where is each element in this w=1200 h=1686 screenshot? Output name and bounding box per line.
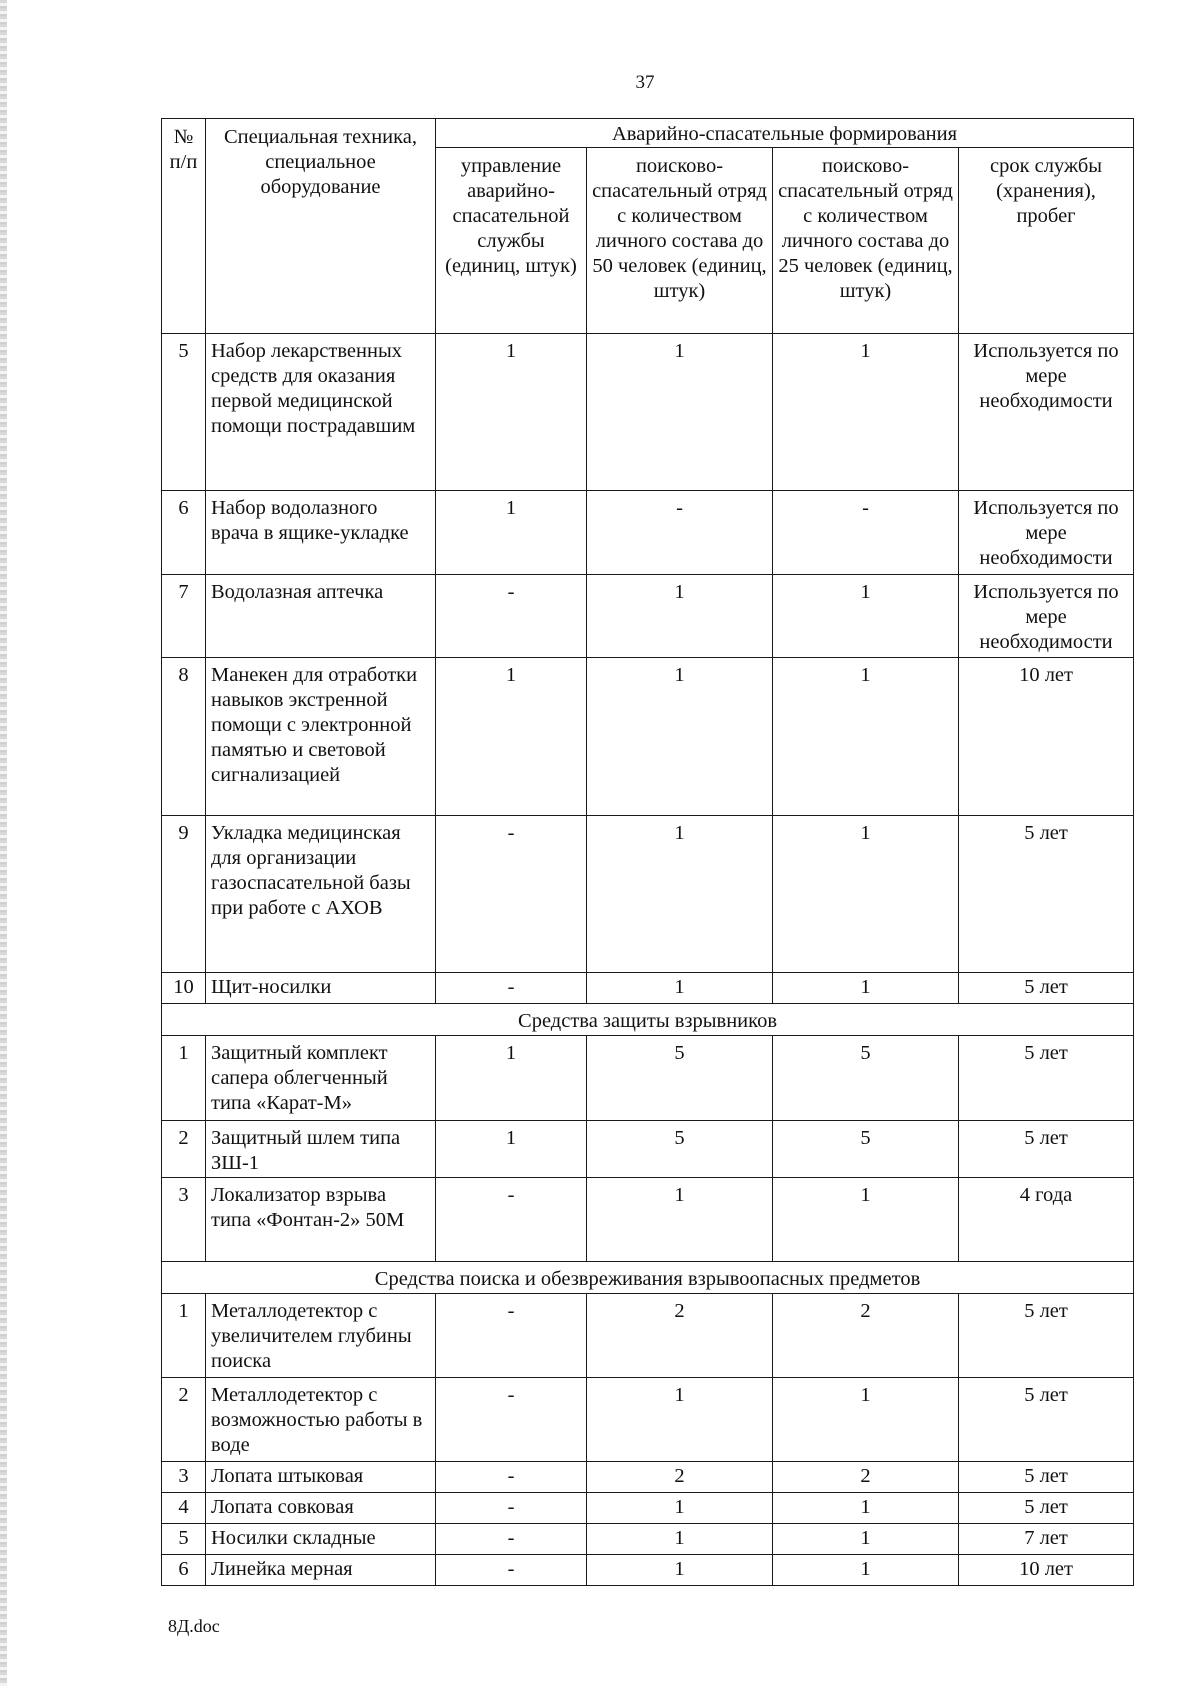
qty-squad-50: 1: [587, 1524, 773, 1555]
qty-squad-25: 1: [773, 334, 959, 491]
table-row: [162, 1378, 1134, 1462]
qty-squad-50: 1: [587, 1178, 773, 1262]
row-number: 6: [162, 1555, 206, 1586]
equipment-name: Металлодетектор с возможностью работы в воде: [206, 1378, 436, 1462]
service-term: 5 лет: [959, 1493, 1134, 1524]
qty-squad-50: 5: [587, 1121, 773, 1178]
section-b-body: [162, 1036, 1134, 1262]
qty-squad-25: 1: [773, 575, 959, 658]
qty-management: 1: [436, 658, 587, 816]
section-row-explosives-protection: [162, 1004, 1134, 1036]
equipment-name: Укладка медицинская для организации газоспасательной базы при работе с АХОВ: [206, 816, 436, 973]
table-row: [162, 1524, 1134, 1555]
table-row: [162, 334, 1134, 491]
service-term: 5 лет: [959, 1036, 1134, 1121]
service-term: 4 года: [959, 1178, 1134, 1262]
table-row: [162, 1462, 1134, 1493]
row-number: 2: [162, 1378, 206, 1462]
table-row: [162, 1493, 1134, 1524]
section-c-body: [162, 1294, 1134, 1586]
service-term: Используется по мере необходимости: [959, 575, 1134, 658]
qty-management: -: [436, 1493, 587, 1524]
row-number: 10: [162, 973, 206, 1004]
qty-management: 1: [436, 491, 587, 575]
qty-squad-25: 1: [773, 1178, 959, 1262]
service-term: 5 лет: [959, 1121, 1134, 1178]
row-number: 7: [162, 575, 206, 658]
table-row: [162, 491, 1134, 575]
equipment-name: Водолазная аптечка: [206, 575, 436, 658]
table-row: [162, 816, 1134, 973]
qty-management: 1: [436, 334, 587, 491]
equipment-name: Металлодетектор с увеличителем глубины поиска: [206, 1294, 436, 1378]
page-number: 37: [635, 72, 655, 93]
qty-squad-25: 2: [773, 1462, 959, 1493]
header-col-term: срок службы (хранения), пробег: [959, 148, 1134, 334]
qty-management: -: [436, 575, 587, 658]
section-row-explosive-search: [162, 1262, 1134, 1294]
qty-management: -: [436, 1524, 587, 1555]
service-term: 5 лет: [959, 1378, 1134, 1462]
section-a-body: [162, 334, 1134, 1004]
row-number: 8: [162, 658, 206, 816]
qty-squad-50: 1: [587, 334, 773, 491]
row-number: 4: [162, 1493, 206, 1524]
section-b: [162, 1004, 1134, 1036]
header-group: Аварийно-спасательные формирования: [436, 119, 1134, 148]
row-number: 5: [162, 1524, 206, 1555]
row-number: 2: [162, 1121, 206, 1178]
equipment-name: Набор водолазного врача в ящике-укладке: [206, 491, 436, 575]
equipment-name: Лопата совковая: [206, 1493, 436, 1524]
equipment-name: Защитный шлем типа ЗШ-1: [206, 1121, 436, 1178]
equipment-name: Локализатор взрыва типа «Фонтан-2» 50М: [206, 1178, 436, 1262]
qty-squad-25: 5: [773, 1036, 959, 1121]
qty-management: 1: [436, 1036, 587, 1121]
qty-management: -: [436, 1294, 587, 1378]
qty-squad-25: 1: [773, 973, 959, 1004]
table-row: [162, 1036, 1134, 1121]
table-row: [162, 575, 1134, 658]
file-name: 8Д.doc: [168, 1616, 220, 1636]
equipment-table: [161, 118, 1134, 1586]
qty-squad-25: 1: [773, 816, 959, 973]
qty-squad-25: 2: [773, 1294, 959, 1378]
service-term: 5 лет: [959, 1462, 1134, 1493]
table-row: [162, 1178, 1134, 1262]
qty-squad-50: 5: [587, 1036, 773, 1121]
qty-squad-50: -: [587, 491, 773, 575]
row-number: 3: [162, 1178, 206, 1262]
equipment-name: Щит-носилки: [206, 973, 436, 1004]
header-name: Специальная техника, специальное оборудование: [206, 119, 436, 334]
section-title: Средства защиты взрывников: [162, 1004, 1134, 1036]
qty-management: -: [436, 1178, 587, 1262]
equipment-name: Набор лекарственных средств для оказания первой медицинской помощи пострадавшим: [206, 334, 436, 491]
header-col-squad-25: поисково-спасательный отряд с количеством личного состава до 25 человек (единиц, штук): [773, 148, 959, 334]
qty-squad-50: 1: [587, 816, 773, 973]
row-number: 9: [162, 816, 206, 973]
qty-management: -: [436, 1378, 587, 1462]
qty-squad-50: 1: [587, 973, 773, 1004]
equipment-name: Манекен для отработки навыков экстренной помощи с электронной памятью и световой сигнализацией: [206, 658, 436, 816]
service-term: 7 лет: [959, 1524, 1134, 1555]
qty-management: 1: [436, 1121, 587, 1178]
header-col-squad-50: поисково-спасательный отряд с количеством личного состава до 50 человек (единиц, штук): [587, 148, 773, 334]
table-row: [162, 658, 1134, 816]
qty-squad-25: 5: [773, 1121, 959, 1178]
row-number: 5: [162, 334, 206, 491]
service-term: Используется по мере необходимости: [959, 491, 1134, 575]
service-term: 10 лет: [959, 658, 1134, 816]
table-row: [162, 1294, 1134, 1378]
service-term: 5 лет: [959, 1294, 1134, 1378]
qty-squad-50: 1: [587, 1493, 773, 1524]
qty-squad-25: 1: [773, 1493, 959, 1524]
row-number: 6: [162, 491, 206, 575]
table-row: [162, 1555, 1134, 1586]
header-col-management: управление аварийно-спасательной службы (единиц, штук): [436, 148, 587, 334]
equipment-name: Линейка мерная: [206, 1555, 436, 1586]
scan-edge: [0, 0, 7, 1686]
qty-squad-50: 1: [587, 1378, 773, 1462]
qty-squad-50: 1: [587, 575, 773, 658]
qty-squad-25: -: [773, 491, 959, 575]
qty-management: -: [436, 1462, 587, 1493]
row-number: 3: [162, 1462, 206, 1493]
equipment-name: Носилки складные: [206, 1524, 436, 1555]
qty-squad-25: 1: [773, 1378, 959, 1462]
section-title: Средства поиска и обезвреживания взрывоопасных предметов: [162, 1262, 1134, 1294]
qty-squad-50: 2: [587, 1462, 773, 1493]
section-c: [162, 1262, 1134, 1294]
row-number: 1: [162, 1294, 206, 1378]
qty-squad-50: 1: [587, 1555, 773, 1586]
qty-management: -: [436, 1555, 587, 1586]
service-term: 10 лет: [959, 1555, 1134, 1586]
equipment-name: Защитный комплект сапера облегченный типа «Карат-М»: [206, 1036, 436, 1121]
qty-squad-25: 1: [773, 658, 959, 816]
qty-squad-25: 1: [773, 1555, 959, 1586]
qty-squad-50: 1: [587, 658, 773, 816]
service-term: Используется по мере необходимости: [959, 334, 1134, 491]
qty-management: -: [436, 973, 587, 1004]
row-number: 1: [162, 1036, 206, 1121]
service-term: 5 лет: [959, 973, 1134, 1004]
table-row: [162, 973, 1134, 1004]
table-row: [162, 1121, 1134, 1178]
qty-squad-50: 2: [587, 1294, 773, 1378]
header-row-top: [162, 119, 1134, 148]
qty-squad-25: 1: [773, 1524, 959, 1555]
service-term: 5 лет: [959, 816, 1134, 973]
equipment-name: Лопата штыковая: [206, 1462, 436, 1493]
qty-management: -: [436, 816, 587, 973]
header-num: № п/п: [162, 119, 206, 334]
